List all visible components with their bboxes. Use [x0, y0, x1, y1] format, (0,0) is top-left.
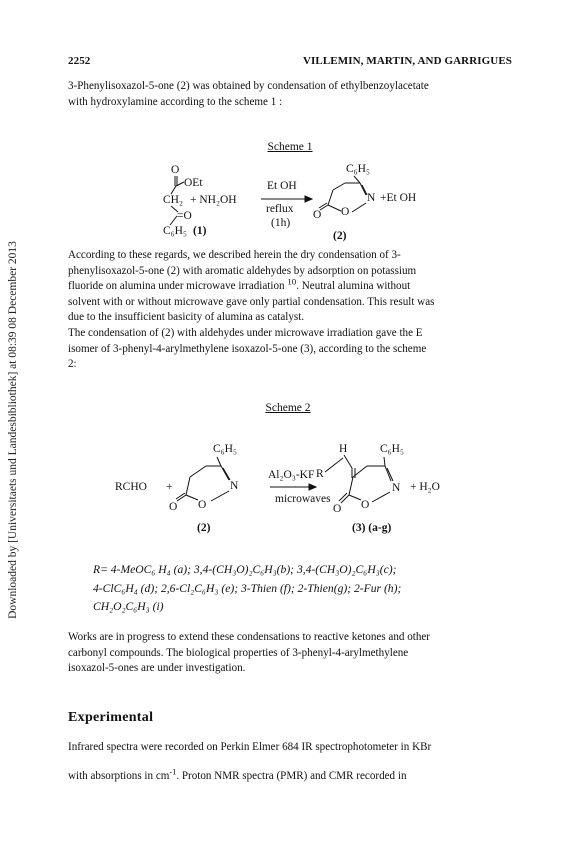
- scheme2-c6h5-left: C₆H₅: [213, 443, 237, 455]
- running-authors: VILLEMIN, MARTIN, AND GARRIGUES: [303, 55, 512, 67]
- scheme1-cond-bot: (1h): [271, 217, 291, 229]
- scheme1-nh2oh: + NH₂OH: [190, 194, 237, 206]
- para3-line: carbonyl compounds. The biological properties of 3-phenyl-4-arylmethylene: [68, 646, 409, 659]
- scheme1-label-1: (1): [193, 225, 207, 237]
- para2-line: isomer of 3-phenyl-4-arylmethylene isoxazol-5-one (3), according to the scheme: [68, 342, 427, 355]
- scheme1-prod-n: N: [367, 192, 376, 204]
- experimental-line: Infrared spectra were recorded on Perkin Elmer 684 IR spectrophotometer in KBr: [68, 741, 432, 753]
- r-group-line: 4-ClC₆H₄ (d); 2,6-Cl₂C₆H₃ (e); 3-Thien (f); 2-Thien(g); 2-Fur (h);: [93, 581, 402, 595]
- scheme1-eq-o: =O: [177, 210, 192, 222]
- para2-line: The condensation of (2) with aldehydes under microwave irradiation gave the E: [68, 326, 423, 339]
- scheme2-title: Scheme 2: [265, 402, 311, 414]
- para2-line: solvent with or without microwave gave only partial condensation. This result was: [68, 295, 435, 308]
- scheme2-n-right: N: [392, 482, 401, 494]
- scheme2-label-left: (2): [197, 522, 211, 534]
- scheme2-right-ring: [325, 455, 393, 503]
- scheme1-prod-o-ring: O: [341, 206, 350, 218]
- unit-superscript: -1: [169, 766, 177, 776]
- para3-line: isoxazol-5-ones are under investigation.: [68, 662, 246, 675]
- experimental-paragraph: [68, 740, 512, 784]
- scheme2-left-ring: [176, 457, 230, 501]
- para3-line: Works are in progress to extend these condensations to reactive ketones and other: [68, 631, 431, 643]
- scheme2-cond: microwaves: [275, 493, 331, 505]
- experimental-text: . Proton NMR spectra (PMR) and CMR recorded in: [176, 769, 407, 782]
- scheme2-r: R: [316, 468, 324, 480]
- scheme1-prod-o-exo: O: [313, 209, 322, 221]
- scheme1-ch2: CH₂: [163, 194, 183, 206]
- intro-line: 3-Phenylisoxazol-5-one (2) was obtained by condensation of ethylbenzoylacetate: [68, 80, 429, 92]
- scheme2-plus: +: [166, 481, 173, 493]
- body-paragraph-3: [68, 630, 512, 677]
- para2-line: According to these regards, we described herein the dry condensation of 3-: [68, 249, 401, 261]
- r-group-line: CH₂O₂C₆H₃ (i): [93, 600, 164, 613]
- scheme2-c6h5-right: C₆H₅: [380, 443, 404, 455]
- scheme2-reagent: Al₂O₃-KF: [268, 469, 315, 481]
- scheme2-arrow: [270, 484, 316, 490]
- r-group-list: [93, 561, 523, 617]
- scheme1-prod-plus: +Et OH: [380, 192, 417, 204]
- scheme1-o-top: O: [171, 164, 180, 176]
- scheme1-title: Scheme 1: [267, 141, 313, 153]
- experimental-text: with absorptions in cm: [68, 769, 170, 782]
- section-heading-experimental: Experimental: [68, 710, 154, 725]
- scheme2-o-ring-left: O: [198, 499, 207, 511]
- para2-line: 2:: [68, 358, 77, 371]
- scheme1-c6h5: C₆H₅: [163, 225, 187, 237]
- para2-line: due to the insufficient basicity of alumina as catalyst.: [68, 311, 305, 324]
- scheme1-prod-c6h5: C₆H₅: [346, 163, 370, 175]
- scheme2-plus-water: + H₂O: [410, 481, 440, 493]
- scheme1-label-2: (2): [333, 230, 347, 242]
- para2-text: . Neutral alumina without: [296, 280, 411, 293]
- intro-line: with hydroxylamine according to the scheme 1 :: [68, 95, 283, 108]
- page-number: 2252: [68, 55, 91, 67]
- download-notice: Downloaded by [Universitaets und Landesbibliothek] at 08:39 08 December 2013: [7, 241, 19, 619]
- scheme2-o-ring-right: O: [361, 499, 370, 511]
- scheme2-rcho: RCHO: [115, 481, 147, 493]
- para2-line: phenylisoxazol-5-one (2) with aromatic aldehydes by adsorption on potassium: [68, 264, 417, 277]
- para2-text: fluoride on alumina under microwave irradiation: [68, 280, 285, 293]
- scheme1-cond-top: Et OH: [267, 180, 297, 192]
- scheme2-label-right: (3) (a-g): [352, 522, 392, 534]
- scheme1-cond-mid: reflux: [266, 203, 294, 215]
- scheme1-oet: OEt: [184, 177, 203, 189]
- scheme2-o-exo-right: O: [333, 503, 342, 515]
- scheme2-n-left: N: [230, 480, 239, 492]
- reference-superscript: 10: [287, 276, 297, 287]
- scheme2-o-exo-left: O: [169, 501, 178, 513]
- r-group-line: R= 4-MeOC₆ H₄ (a); 3,4-(CH₃O)₂C₆H₃(b); 3,4-(CH₃O)₂C₆H₃(c);: [93, 563, 397, 576]
- experimental-line: [68, 766, 512, 785]
- scheme2-h: H: [339, 443, 348, 455]
